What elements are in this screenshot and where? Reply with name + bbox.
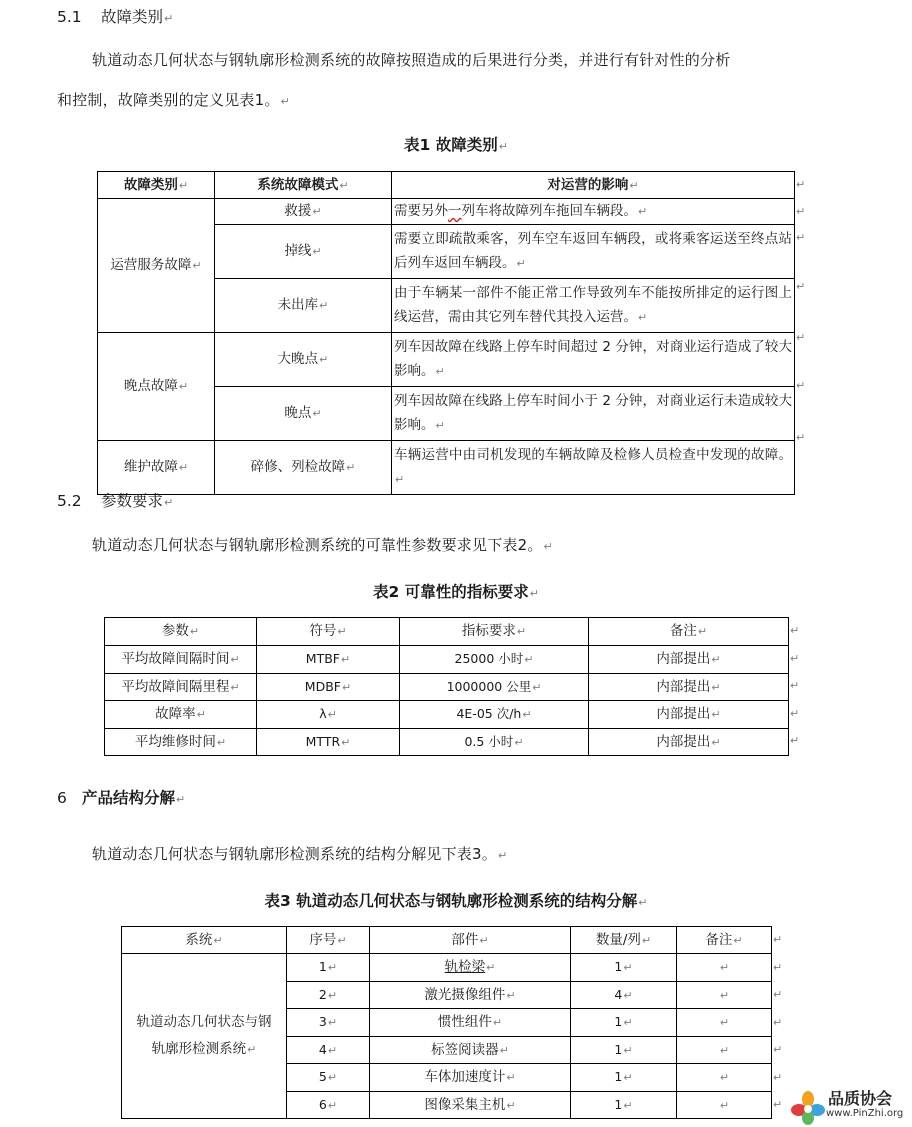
table-cell: 1↵	[571, 954, 677, 982]
column-header: 部件↵	[370, 927, 571, 954]
column-header: 数量/列↵	[571, 927, 677, 954]
paragraph-mark-icon: ↵	[312, 245, 322, 258]
paragraph-mark-icon: ↵	[623, 1016, 633, 1029]
table-cell	[677, 1064, 772, 1092]
fault-mode-cell: 救援↵	[215, 199, 392, 225]
paragraph-mark-icon: ↵	[796, 280, 806, 293]
pinzhi-watermark-logo	[790, 1086, 910, 1126]
column-header: 对运营的影响↵	[392, 172, 795, 199]
paragraph-mark-icon: ↵	[327, 1043, 338, 1057]
table-cell: 4↵	[571, 982, 677, 1009]
paragraph-mark-icon: ↵	[790, 624, 800, 637]
paragraph-mark-icon: ↵	[247, 1043, 257, 1056]
table-cell: 故障率↵	[105, 701, 257, 729]
table-cell: MTTR↵	[257, 729, 400, 756]
table-cell	[677, 954, 772, 982]
paragraph-mark-icon: ↵	[189, 625, 200, 638]
section-5-1-heading	[57, 5, 173, 27]
paragraph-line: 轨道动态几何状态与钢轨廓形检测系统的可靠性参数要求见下表2。↵	[92, 536, 553, 554]
table-1-caption: 表1 故障类别↵	[404, 136, 508, 154]
paragraph-mark-icon: ↵	[790, 679, 800, 692]
system-cell: 轨道动态几何状态与钢 轨廓形检测系统↵	[122, 954, 287, 1119]
paragraph-mark-icon: ↵	[492, 1016, 503, 1029]
fault-mode-cell: 晚点↵	[215, 387, 392, 441]
paragraph-mark-icon: ↵	[773, 988, 783, 1001]
paragraph-mark-icon: ↵	[529, 587, 539, 600]
paragraph-mark-icon: ↵	[230, 653, 240, 666]
paragraph-mark-icon: ↵	[711, 680, 721, 694]
paragraph-mark-icon: ↵	[711, 653, 721, 666]
paragraph-mark-icon: ↵	[514, 735, 524, 749]
paragraph-line: 轨道动态几何状态与钢轨廓形检测系统的故障按照造成的后果进行分类，并进行有针对性的分析	[92, 51, 731, 69]
table-cell: 6↵	[287, 1092, 370, 1119]
paragraph-mark-icon: ↵	[196, 708, 206, 721]
table-cell: 25000 小时↵	[400, 646, 589, 674]
effect-cell: 列车因故障在线路上停车时间超过 2 分钟，对商业运行造成了较大影响。↵	[392, 333, 795, 387]
paragraph-mark-icon: ↵	[178, 461, 189, 474]
table-row	[105, 729, 789, 756]
paragraph-mark-icon: ↵	[796, 205, 806, 218]
section-5-2-heading	[57, 489, 173, 511]
table-cell: 1↵	[571, 1009, 677, 1037]
table-cell	[677, 1092, 772, 1119]
paragraph-mark-icon: ↵	[623, 1098, 633, 1112]
fault-mode-cell: 大晚点↵	[215, 333, 392, 387]
paragraph-mark-icon: ↵	[773, 961, 783, 974]
table-cell: 1000000 公里↵	[400, 674, 589, 701]
paragraph-mark-icon: ↵	[773, 1098, 783, 1111]
table-cell: λ↵	[257, 701, 400, 729]
paragraph-mark-icon: ↵	[506, 988, 516, 1002]
section-title: 故障类别	[101, 8, 164, 26]
section-title: 产品结构分解	[82, 789, 176, 807]
paragraph-mark-icon: ↵	[638, 311, 648, 324]
column-header: 序号↵	[287, 927, 370, 954]
logo-url: www.PinZhi.org	[826, 1108, 904, 1119]
paragraph-mark-icon: ↵	[164, 12, 174, 25]
table-cell: 激光摄像组件↵	[370, 982, 571, 1009]
structure-breakdown-table	[121, 926, 772, 1119]
section-number: 6	[57, 789, 67, 807]
column-header: 系统故障模式↵	[215, 172, 392, 199]
column-header: 指标要求↵	[400, 618, 589, 646]
table-cell: 内部提出↵	[589, 646, 789, 674]
paragraph-mark-icon: ↵	[796, 178, 806, 191]
paragraph-mark-icon: ↵	[790, 652, 800, 665]
paragraph-mark-icon: ↵	[790, 707, 800, 720]
table-cell: 内部提出↵	[589, 701, 789, 729]
paragraph-mark-icon: ↵	[340, 653, 351, 666]
paragraph-mark-icon: ↵	[719, 1098, 730, 1112]
table-cell: MDBF↵	[257, 674, 400, 701]
paragraph-mark-icon: ↵	[796, 379, 806, 392]
table-cell: 平均故障间隔时间↵	[105, 646, 257, 674]
flower-logo-icon	[790, 1090, 826, 1126]
table-cell: 5↵	[287, 1064, 370, 1092]
table-cell: 1↵	[571, 1037, 677, 1064]
paragraph-mark-icon: ↵	[327, 1016, 338, 1029]
table-cell: 1↵	[571, 1092, 677, 1119]
table-cell: 内部提出↵	[589, 674, 789, 701]
column-header: 备注↵	[589, 618, 789, 646]
column-header: 符号↵	[257, 618, 400, 646]
table-row	[105, 674, 789, 701]
paragraph-mark-icon: ↵	[164, 496, 174, 509]
table-cell	[677, 1009, 772, 1037]
paragraph-mark-icon: ↵	[216, 735, 227, 749]
paragraph-mark-icon: ↵	[176, 793, 186, 806]
table-row	[98, 199, 795, 225]
paragraph-mark-icon: ↵	[327, 1071, 338, 1084]
paragraph-mark-icon: ↵	[719, 1071, 730, 1084]
paragraph-mark-icon: ↵	[192, 259, 202, 272]
paragraph-mark-icon: ↵	[341, 680, 352, 694]
paragraph-mark-icon: ↵	[629, 178, 639, 192]
paragraph-mark-icon: ↵	[516, 257, 526, 270]
paragraph-mark-icon: ↵	[341, 735, 351, 749]
table-cell: 1↵	[571, 1064, 677, 1092]
effect-cell: 需要另外一列车将故障列车拖回车辆段。↵	[392, 199, 795, 225]
paragraph-mark-icon: ↵	[697, 625, 708, 638]
section-number: 5.2	[57, 492, 82, 510]
paragraph-mark-icon: ↵	[337, 933, 347, 947]
table-cell	[677, 1037, 772, 1064]
fault-category-cell: 晚点故障↵	[98, 333, 215, 441]
paragraph-mark-icon: ↵	[498, 140, 508, 153]
table-cell: 内部提出↵	[589, 729, 789, 756]
paragraph-mark-icon: ↵	[543, 540, 553, 553]
paragraph-mark-icon: ↵	[719, 961, 730, 974]
paragraph-mark-icon: ↵	[773, 933, 783, 946]
table-cell: 平均维修时间↵	[105, 729, 257, 756]
paragraph-mark-icon: ↵	[499, 1043, 509, 1057]
paragraph-mark-icon: ↵	[790, 734, 800, 747]
table-header-row	[105, 618, 789, 646]
paragraph-mark-icon: ↵	[479, 933, 489, 947]
paragraph-mark-icon: ↵	[497, 849, 508, 862]
paragraph-mark-icon: ↵	[638, 205, 648, 218]
paragraph-mark-icon: ↵	[641, 933, 652, 947]
paragraph-line: 和控制，故障类别的定义见表1。↵	[57, 91, 290, 109]
paragraph-mark-icon: ↵	[506, 1071, 516, 1084]
paragraph-mark-icon: ↵	[312, 407, 322, 420]
table-cell: 2↵	[287, 982, 370, 1009]
effect-cell: 需要立即疏散乘客，列车空车返回车辆段，或将乘客运送至终点站后列车返回车辆段。↵	[392, 225, 795, 279]
section-number: 5.1	[57, 8, 82, 26]
table-cell: 3↵	[287, 1009, 370, 1037]
paragraph-mark-icon: ↵	[213, 933, 223, 947]
paragraph-line: 轨道动态几何状态与钢轨廓形检测系统的结构分解见下表3。↵	[92, 845, 508, 863]
table-cell: 平均故障间隔里程↵	[105, 674, 257, 701]
effect-cell: 列车因故障在线路上停车时间小于 2 分钟，对商业运行未造成较大影响。↵	[392, 387, 795, 441]
paragraph-mark-icon: ↵	[623, 1071, 633, 1084]
paragraph-mark-icon: ↵	[506, 1098, 516, 1112]
table-cell: 4↵	[287, 1037, 370, 1064]
table-cell	[677, 982, 772, 1009]
paragraph-mark-icon: ↵	[339, 178, 349, 192]
paragraph-mark-icon: ↵	[711, 735, 721, 749]
paragraph-mark-icon: ↵	[773, 1016, 783, 1029]
paragraph-mark-icon: ↵	[773, 1071, 783, 1084]
paragraph-mark-icon: ↵	[524, 653, 534, 666]
paragraph-mark-icon: ↵	[435, 365, 445, 378]
effect-cell: 由于车辆某一部件不能正常工作导致列车不能按所排定的运行图上线运营，需由其它列车替代其投入运营。↵	[392, 279, 795, 333]
paragraph-mark-icon: ↵	[395, 473, 405, 486]
paragraph-mark-icon: ↵	[327, 1098, 338, 1112]
table-cell: 4E-05 次/h↵	[400, 701, 589, 729]
section-6-heading	[57, 786, 185, 808]
table-row	[98, 441, 795, 495]
column-header: 参数↵	[105, 618, 257, 646]
column-header: 备注↵	[677, 927, 772, 954]
paragraph-mark-icon: ↵	[796, 331, 806, 344]
fault-mode-cell: 未出库↵	[215, 279, 392, 333]
table-cell: 标签阅读器↵	[370, 1037, 571, 1064]
paragraph-mark-icon: ↵	[623, 961, 633, 974]
table-cell: 1↵	[287, 954, 370, 982]
paragraph-mark-icon: ↵	[319, 353, 329, 366]
paragraph-mark-icon: ↵	[719, 1043, 730, 1057]
fault-mode-cell: 碎修、列检故障↵	[215, 441, 392, 495]
paragraph-mark-icon: ↵	[711, 708, 721, 721]
paragraph-mark-icon: ↵	[623, 1043, 633, 1057]
table-row	[122, 954, 772, 982]
paragraph-mark-icon: ↵	[337, 625, 347, 638]
table-header-row	[98, 172, 795, 199]
table-header-row	[122, 927, 772, 954]
paragraph-mark-icon: ↵	[327, 708, 337, 721]
paragraph-mark-icon: ↵	[319, 299, 329, 312]
paragraph-mark-icon: ↵	[796, 231, 806, 244]
table-row	[105, 701, 789, 729]
paragraph-mark-icon: ↵	[638, 896, 648, 909]
paragraph-mark-icon: ↵	[280, 95, 290, 108]
fault-mode-cell: 掉线↵	[215, 225, 392, 279]
paragraph-mark-icon: ↵	[327, 988, 338, 1002]
fault-category-cell: 维护故障↵	[98, 441, 215, 495]
paragraph-mark-icon: ↵	[346, 461, 356, 474]
paragraph-mark-icon: ↵	[733, 933, 743, 947]
paragraph-mark-icon: ↵	[178, 178, 189, 192]
section-title: 参数要求	[101, 492, 164, 510]
paragraph-mark-icon: ↵	[486, 961, 496, 974]
paragraph-mark-icon: ↵	[773, 1043, 783, 1056]
column-header: 系统↵	[122, 927, 287, 954]
table-row	[98, 333, 795, 387]
paragraph-mark-icon: ↵	[230, 680, 240, 694]
table-cell: 轨检梁↵	[370, 954, 571, 982]
paragraph-mark-icon: ↵	[435, 419, 445, 432]
table-row	[105, 646, 789, 674]
table-cell: MTBF↵	[257, 646, 400, 674]
column-header: 故障类别↵	[98, 172, 215, 199]
paragraph-mark-icon: ↵	[327, 961, 338, 974]
effect-cell: 车辆运营中由司机发现的车辆故障及检修人员检查中发现的故障。↵	[392, 441, 795, 495]
paragraph-mark-icon: ↵	[796, 431, 806, 444]
table-cell: 0.5 小时↵	[400, 729, 589, 756]
paragraph-mark-icon: ↵	[522, 708, 532, 721]
table-cell: 惯性组件↵	[370, 1009, 571, 1037]
reliability-table	[104, 617, 789, 756]
paragraph-mark-icon: ↵	[312, 205, 322, 218]
paragraph-mark-icon: ↵	[532, 680, 542, 694]
table-cell: 车体加速度计↵	[370, 1064, 571, 1092]
paragraph-mark-icon: ↵	[623, 988, 633, 1002]
logo-name: 品质协会	[828, 1089, 893, 1108]
paragraph-mark-icon: ↵	[719, 988, 730, 1002]
paragraph-mark-icon: ↵	[516, 625, 527, 638]
fault-category-cell: 运营服务故障↵	[98, 199, 215, 333]
table-cell: 图像采集主机↵	[370, 1092, 571, 1119]
fault-category-table	[97, 171, 795, 495]
paragraph-mark-icon: ↵	[719, 1016, 730, 1029]
paragraph-mark-icon: ↵	[178, 380, 189, 393]
table-2-caption: 表2 可靠性的指标要求↵	[373, 583, 539, 601]
table-3-caption: 表3 轨道动态几何状态与钢轨廓形检测系统的结构分解↵	[264, 892, 648, 910]
